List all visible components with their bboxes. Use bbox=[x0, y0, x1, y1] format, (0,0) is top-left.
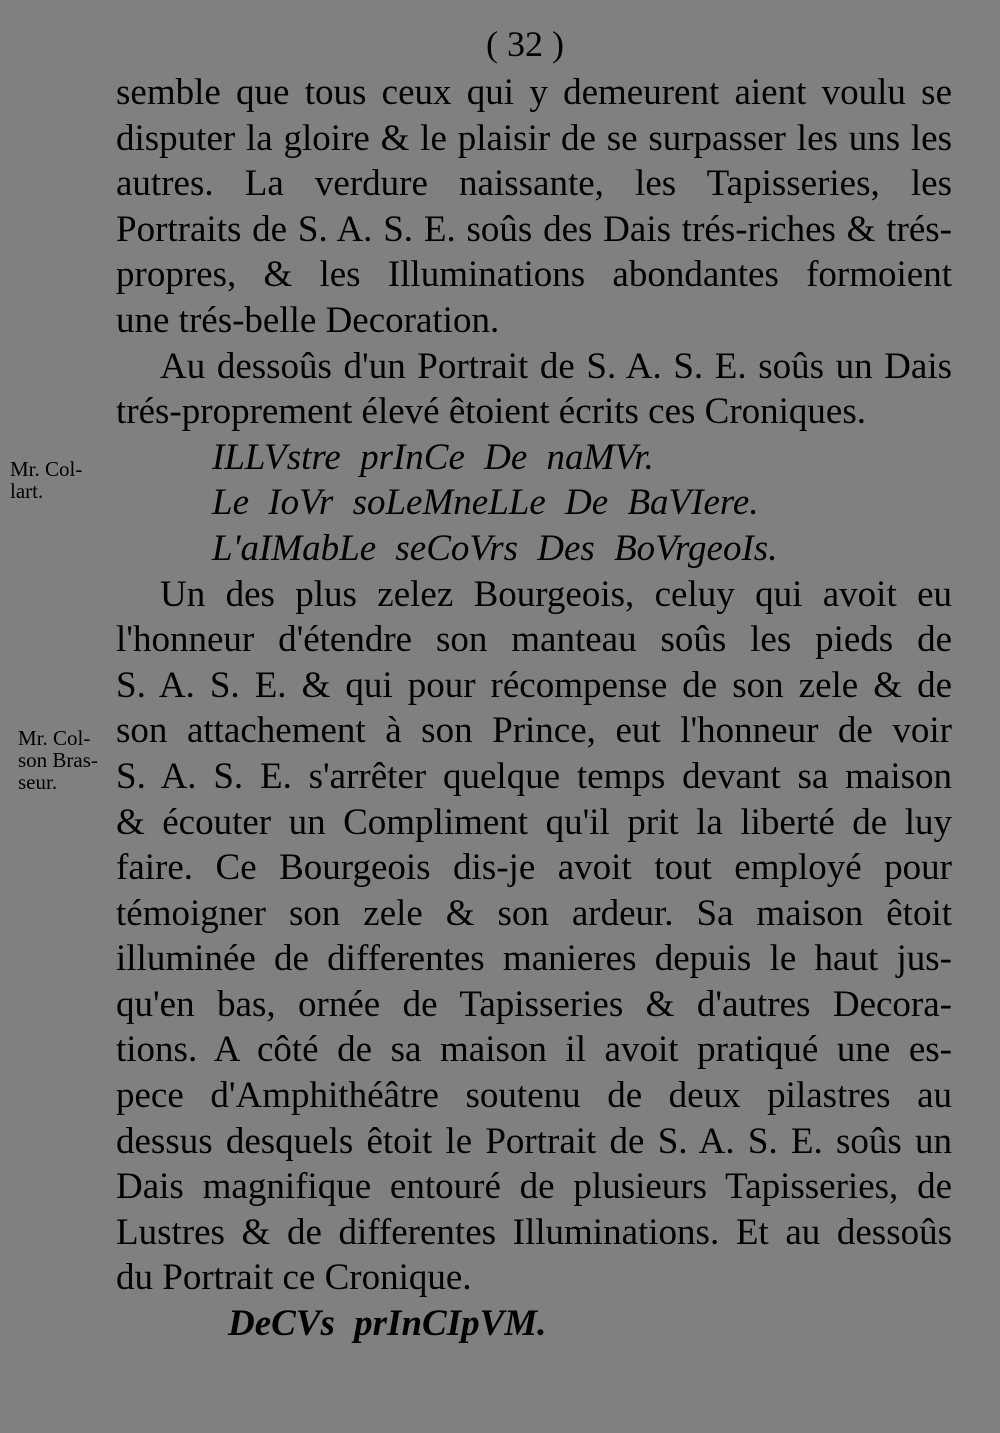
body-text bbox=[116, 70, 952, 1347]
margin-note-line: son Bras- bbox=[18, 748, 98, 772]
margin-note-brasseur bbox=[18, 727, 98, 793]
chronogram-block bbox=[116, 435, 952, 572]
text-line: qu'en bas, ornée de Tapisseries & d'autres Decora- bbox=[116, 983, 952, 1025]
chronogram-line: ILLVstre prInCe De naMVr. bbox=[212, 436, 654, 478]
text-line: pece d'Amphithéâtre soutenu de deux pilastres au bbox=[116, 1075, 952, 1117]
text-line: Portraits de S. A. S. E. soûs des Dais trés-riches & trés- bbox=[116, 208, 952, 250]
text-line: Un des plus zelez Bourgeois, celuy qui avoit eu bbox=[160, 573, 952, 615]
text-line: S. A. S. E. & qui pour récompense de son zele & de bbox=[116, 664, 952, 706]
text-line: S. A. S. E. s'arrêter quelque temps devant sa maison bbox=[116, 755, 952, 797]
margin-note-line: Mr. Col- bbox=[10, 457, 83, 481]
margin-note-line: seur. bbox=[18, 770, 58, 794]
text-line: propres, & les Illuminations abondantes formoient bbox=[116, 254, 952, 296]
text-line: trés-proprement élevé êtoient écrits ces Croniques. bbox=[116, 391, 866, 433]
text-line: Lustres & de differentes Illuminations. Et au dessoûs bbox=[116, 1211, 952, 1253]
text-line: tions. A côté de sa maison il avoit pratiqué une es- bbox=[116, 1029, 952, 1071]
paragraph-3 bbox=[116, 572, 952, 1302]
text-line: du Portrait ce Cronique. bbox=[116, 1257, 472, 1299]
text-line: son attachement à son Prince, eut l'honneur de voir bbox=[116, 710, 952, 752]
chronogram-line: L'aIMabLe seCoVrs Des BoVrgeoIs. bbox=[212, 527, 778, 569]
paragraph-1 bbox=[116, 70, 952, 344]
chronogram-line: Le IoVr soLeMneLLe De BaVIere. bbox=[212, 482, 759, 524]
text-line: Dais magnifique entouré de plusieurs Tapisseries, de bbox=[116, 1166, 952, 1208]
text-line: témoigner son zele & son ardeur. Sa maison êtoit bbox=[116, 892, 952, 934]
text-line: faire. Ce Bourgeois dis-je avoit tout employé pour bbox=[116, 847, 952, 889]
margin-note-line: Mr. Col- bbox=[18, 726, 91, 750]
paragraph-2 bbox=[116, 344, 952, 435]
text-line: & écouter un Compliment qu'il prit la liberté de luy bbox=[116, 801, 952, 843]
text-line: autres. La verdure naissante, les Tapisseries, les bbox=[116, 163, 952, 205]
text-line: une trés-belle Decoration. bbox=[116, 299, 500, 341]
text-line: Au dessoûs d'un Portrait de S. A. S. E. soûs un Dais bbox=[160, 345, 952, 387]
text-line: dessus desquels êtoit le Portrait de S. A. S. E. soûs un bbox=[116, 1120, 952, 1162]
text-line: illuminée de differentes manieres depuis le haut jus- bbox=[116, 938, 952, 980]
page-number: ( 32 ) bbox=[486, 24, 564, 64]
text-line: disputer la gloire & le plaisir de se surpasser les uns les bbox=[116, 117, 952, 159]
margin-note-line: lart. bbox=[10, 479, 44, 503]
text-line: l'honneur d'étendre son manteau soûs les pieds de bbox=[116, 619, 952, 661]
text-line: semble que tous ceux qui y demeurent aient voulu se bbox=[116, 72, 952, 113]
margin-note-collart bbox=[10, 458, 82, 502]
final-chronogram: DeCVs prInCIpVM. bbox=[228, 1303, 547, 1345]
